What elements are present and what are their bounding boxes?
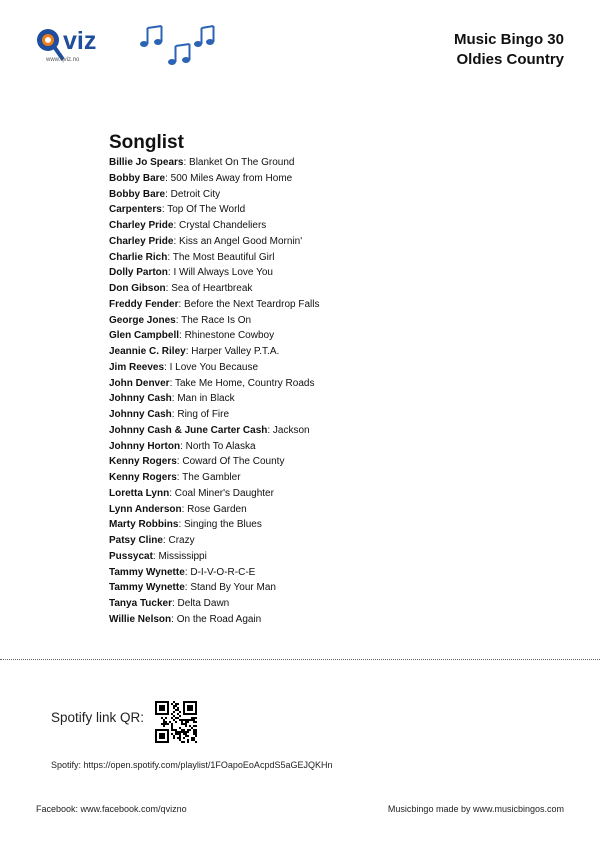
facebook-link[interactable]: Facebook: www.facebook.com/qvizno: [36, 804, 187, 814]
song-artist: Patsy Cline: [109, 535, 163, 546]
musicbingo-credit[interactable]: Musicbingo made by www.musicbingos.com: [387, 804, 564, 814]
song-title: : Kiss an Angel Good Mornin': [173, 235, 303, 247]
song-artist: George Jones: [109, 314, 176, 326]
song-title: : Take Me Home, Country Roads: [169, 377, 315, 389]
song-item: [109, 407, 319, 423]
song-item: [109, 265, 319, 281]
song-artist: Charley Pride: [109, 220, 174, 231]
song-artist: Johnny Cash & June Carter Cash: [109, 424, 268, 436]
song-title: : Mississippi: [152, 550, 207, 562]
song-item: [109, 155, 319, 171]
song-title: : Coal Miner's Daughter: [169, 487, 274, 499]
song-title: : Harper Valley P.T.A.: [185, 346, 280, 357]
song-item: [109, 454, 319, 470]
song-artist: Tammy Wynette: [109, 566, 185, 578]
song-title: : I Will Always Love You: [167, 267, 273, 279]
song-title: : D-I-V-O-R-C-E: [184, 566, 256, 578]
song-item: [109, 313, 319, 329]
song-item: [109, 502, 319, 518]
song-item: [109, 549, 319, 565]
song-artist: Dolly Parton: [109, 267, 168, 279]
song-title: : Stand By Your Man: [184, 582, 276, 594]
song-artist: Glen Campbell: [109, 330, 180, 342]
song-title: : North To Alaska: [180, 440, 256, 452]
song-item: [109, 281, 319, 297]
song-title: : The Gambler: [176, 472, 241, 483]
song-item: [109, 596, 319, 612]
song-title: : 500 Miles Away from Home: [165, 172, 293, 184]
songlist-heading: Songlist: [109, 132, 184, 153]
song-item: [109, 344, 319, 360]
song-item: [109, 517, 319, 533]
song-title: : Jackson: [267, 424, 310, 436]
song-item: [109, 218, 319, 234]
song-item: [109, 423, 319, 439]
song-artist: Freddy Fender: [109, 298, 179, 310]
song-artist: Jim Reeves: [109, 361, 165, 373]
song-artist: John Denver: [109, 377, 170, 389]
song-artist: Loretta Lynn: [109, 487, 170, 499]
song-item: [109, 565, 319, 581]
song-item: [109, 234, 319, 250]
song-item: [109, 612, 319, 628]
song-artist: Bobby Bare: [109, 172, 166, 184]
song-list: [109, 155, 319, 628]
music-notes-icon: [136, 22, 218, 72]
song-artist: Billie Jo Spears: [109, 157, 184, 168]
song-artist: Jeannie C. Riley: [109, 346, 186, 357]
song-item: [109, 202, 319, 218]
song-title: : Rose Garden: [181, 503, 247, 515]
dotted-divider: [0, 659, 600, 660]
song-title: : Ring of Fire: [171, 409, 230, 420]
song-item: [109, 391, 319, 407]
title-line-2: Oldies Country: [456, 51, 564, 68]
song-artist: Charley Pride: [109, 235, 174, 247]
svg-text:viz: viz: [63, 27, 97, 55]
song-item: [109, 470, 319, 486]
song-item: [109, 533, 319, 549]
song-item: [109, 187, 319, 203]
song-artist: Johnny Horton: [109, 440, 181, 452]
song-item: [109, 486, 319, 502]
song-artist: Kenny Rogers: [109, 472, 177, 483]
song-artist: Tammy Wynette: [109, 582, 185, 594]
song-title: : The Most Beautiful Girl: [167, 251, 275, 263]
song-item: [109, 580, 319, 596]
song-artist: Bobby Bare: [109, 188, 166, 200]
song-artist: Lynn Anderson: [109, 503, 182, 515]
song-title: : Singing the Blues: [178, 519, 262, 531]
song-title: : Top Of The World: [161, 204, 246, 216]
spotify-link[interactable]: Spotify: https://open.spotify.com/playlist/1FOapoEoAcpdS5aGEJQKHn: [51, 760, 333, 770]
song-title: : Blanket On The Ground: [183, 157, 295, 168]
bingo-title: [454, 30, 564, 70]
song-title: : Crazy: [162, 535, 195, 546]
song-title: : I Love You Because: [164, 361, 259, 373]
song-title: : Detroit City: [165, 188, 221, 200]
song-artist: Johnny Cash: [109, 393, 172, 405]
song-item: [109, 328, 319, 344]
title-line-1: Music Bingo 30: [453, 31, 564, 48]
song-artist: Kenny Rogers: [109, 456, 177, 468]
song-artist: Willie Nelson: [109, 613, 172, 625]
song-title: : Crystal Chandeliers: [173, 220, 267, 231]
song-title: : Man in Black: [171, 393, 235, 405]
song-item: [109, 297, 319, 313]
song-artist: Marty Robbins: [109, 519, 179, 531]
song-item: [109, 376, 319, 392]
song-title: : Sea of Heartbreak: [165, 283, 253, 294]
song-artist: Pussycat: [109, 550, 153, 562]
song-title: : Rhinestone Cowboy: [179, 330, 275, 342]
spotify-qr-code[interactable]: [155, 701, 197, 743]
song-artist: Charlie Rich: [109, 251, 168, 263]
song-artist: Tanya Tucker: [109, 598, 172, 609]
song-title: : The Race Is On: [175, 314, 252, 326]
song-title: : On the Road Again: [171, 613, 262, 625]
song-item: [109, 360, 319, 376]
song-artist: Don Gibson: [109, 283, 166, 294]
qr-label: Spotify link QR:: [51, 710, 145, 725]
song-title: : Coward Of The County: [176, 456, 285, 468]
song-artist: Johnny Cash: [109, 409, 172, 420]
logo-url: www.qviz.no: [46, 57, 80, 63]
song-artist: Carpenters: [109, 204, 162, 216]
song-item: [109, 250, 319, 266]
song-title: : Delta Dawn: [172, 598, 230, 609]
song-item: [109, 439, 319, 455]
song-item: [109, 171, 319, 187]
song-title: : Before the Next Teardrop Falls: [178, 298, 320, 310]
